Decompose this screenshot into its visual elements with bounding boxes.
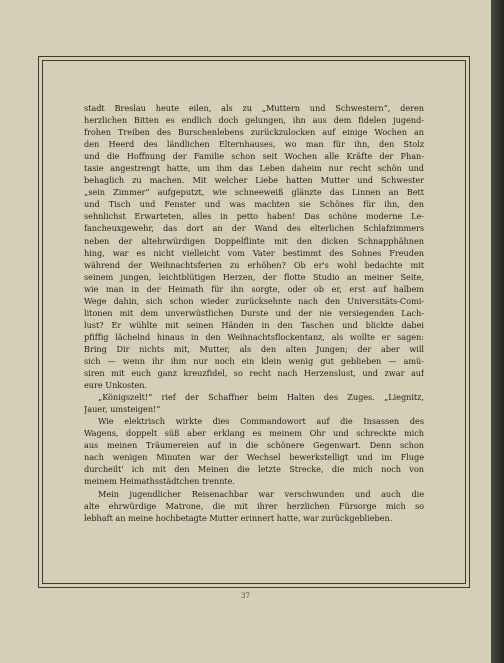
text-line: Wege dahin, sich schon wieder zurücksehnte nach den Universitäts-Comi- <box>84 295 424 306</box>
text-line: neben der altehrwürdigen Doppelflinte mit den dicken Schnapphähnen <box>84 235 424 246</box>
text-line: alte ehrwürdige Matrone, die mit ihrer herzlichen Fürsorge mich so <box>84 500 424 511</box>
text-line: hing, war es nicht vielleicht vom Vater bestimmt des Sohnes Freuden <box>84 247 424 258</box>
text-line: meinem Heimathsstädtchen trennte. <box>84 476 235 487</box>
text-line: durcheilt' ich mit den Meinen die letzte Strecke, die mich noch von <box>84 464 424 475</box>
text-line: frohen Treiben des Burschenlebens zurückzulocken auf einige Wochen an <box>84 127 424 138</box>
text-line: während der Weihnachtsferien zu erhöhen? Ob er's wohl bedachte mit <box>84 259 424 270</box>
text-line: „sein Zimmer“ aufgeputzt, wie schneeweiß glänzte das Linnen an Bett <box>84 187 424 198</box>
text-line: litonen mit dem unverwüstlichen Durste und der nie versiegenden Lach- <box>84 307 424 318</box>
text-line: „Königszelt!“ rief der Schaffner beim Halten des Zuges. „Liegnitz, <box>98 392 424 403</box>
text-line: und die Hoffnung der Familie schon seit Wochen alle Kräfte der Phan- <box>84 151 424 162</box>
text-line: pfiffig lächelnd hinaus in den Weihnachtsflockentanz, als wollte er sagen: <box>84 331 424 342</box>
text-line: sehnlichst Erwarteten, alles in petto haben! Das schöne moderne Le- <box>84 211 424 222</box>
text-line: herzlichen Bitten es endlich doch gelungen, ihn aus dem fidelen jugend- <box>84 115 424 126</box>
text-line: und Tisch und Fenster und was machten sie Schönes für ihn, den <box>84 199 424 210</box>
text-line: sich — wenn ihr ihm nur noch ein klein wenig gut geblieben — amü- <box>84 355 424 366</box>
text-line: eure Unkosten. <box>84 380 148 391</box>
text-line: siren mit euch ganz kreuzfidel, so recht nach Herzenslust, und zwar auf <box>84 368 424 379</box>
text-line: seinem jungen, leichtblütigen Herzen, der flotte Studio an meiner Seite, <box>84 271 424 282</box>
text-line: behaglich zu machen. Mit welcher Liebe hatten Mutter und Schwester <box>84 175 424 186</box>
text-line: Wagens, doppelt süß aber erklang es meinem Ohr und schreckte mich <box>84 428 424 439</box>
text-line: wie man in der Heimath für ihn sorgte, oder ob er, erst auf halbem <box>84 283 424 294</box>
text-line: lebhaft an meine hochbetagte Mutter erinnert hatte, war zurückgeblieben. <box>84 512 393 523</box>
text-line: den Heerd des ländlichen Elternhauses, wo man für ihn, den Stolz <box>84 139 424 150</box>
text-line: aus meinen Träumereien auf in die schönere Gegenwart. Denn schon <box>84 440 424 451</box>
text-line: Jauer, umsteigen!“ <box>84 404 161 415</box>
text-line: tasie angestrengt hatte, um ihm das Leben daheim nur recht schön und <box>84 163 424 174</box>
text-line: nach wenigen Minuten war der Wechsel bewerkstelligt und im Fluge <box>84 452 424 463</box>
text-line: fancheuxgewehr, das dort an der Wand des elterlichen Schlafzimmers <box>84 223 424 234</box>
text-line: Wie elektrisch wirkte dies Commandowort auf die Insassen des <box>98 416 424 427</box>
book-binding-edge <box>491 0 504 663</box>
text-line: Bring Dir nichts mit, Mutter, als den alten Jungen; der aber will <box>84 343 424 354</box>
text-line: stadt Breslau heute eilen, als zu „Muttern und Schwestern“, deren <box>84 103 424 113</box>
text-line: lust? Er wühlte mit seinen Händen in den Taschen und blickte dabei <box>84 319 424 330</box>
body-text <box>84 102 424 524</box>
text-line: Mein jugendlicher Reisenachbar war verschwunden und auch die <box>98 488 424 499</box>
page-number: 37 <box>241 592 250 600</box>
